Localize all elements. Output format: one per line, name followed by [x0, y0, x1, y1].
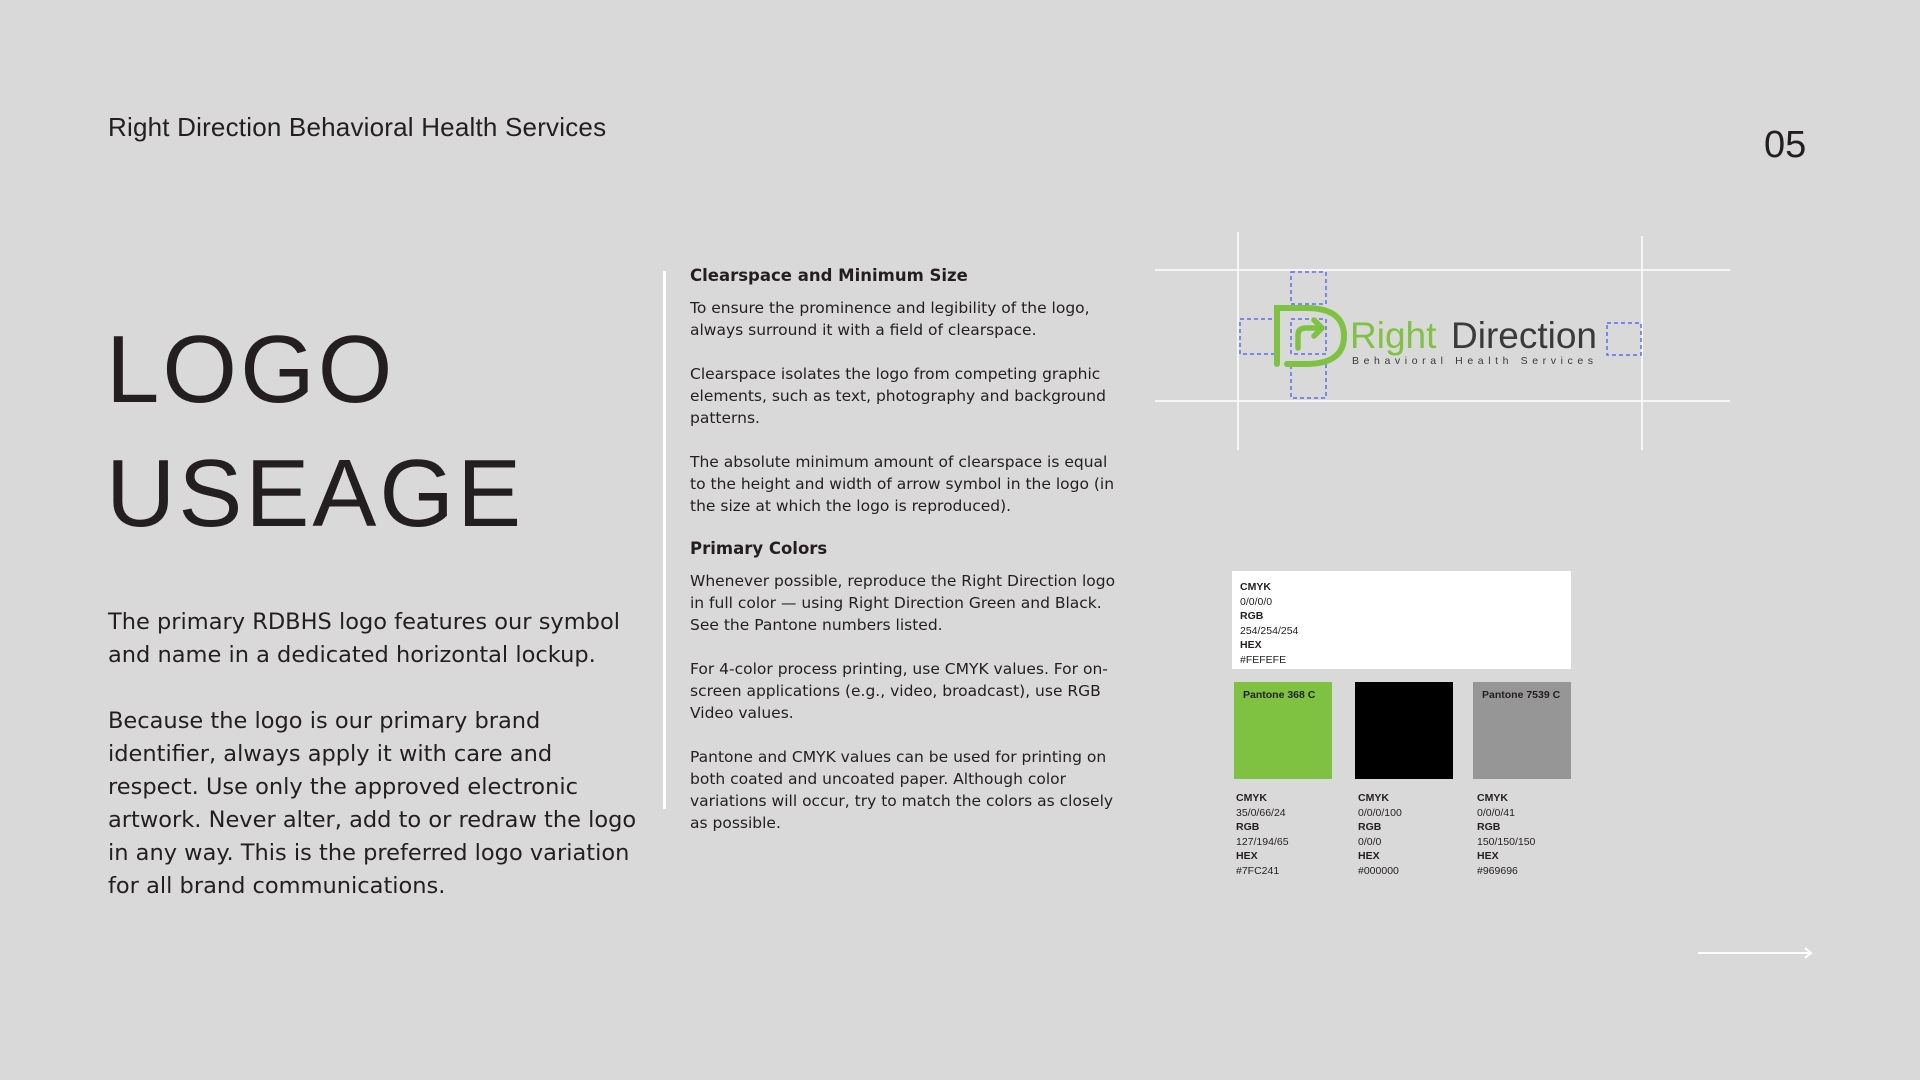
swatch-black-hex: #000000 [1358, 864, 1399, 877]
page-title-line2: USEAGE [106, 440, 525, 547]
primary-colors-paragraph-3: Pantone and CMYK values can be used for printing on both coated and uncoated paper. Although color variations will occur, try to match the colors as closely as possible. [690, 748, 1114, 832]
clearspace-heading: Clearspace and Minimum Size [690, 266, 968, 285]
brand-header-title: Right Direction Behavioral Health Services [108, 112, 607, 142]
guidelines-column [690, 266, 1120, 856]
swatch-gray-spec [1477, 791, 1535, 878]
intro-paragraph-2: Because the logo is our primary brand identifier, always apply it with care and respect. Use only the approved electronic artwork. Never alter, add to or redraw the logo in any way. This is the preferred logo variation for all brand communications. [108, 708, 637, 899]
swatch-gray-rgb: 150/150/150 [1477, 835, 1536, 848]
swatch-green-cmyk-label: CMYK [1236, 792, 1267, 804]
swatch-white-cmyk-label: CMYK [1240, 581, 1271, 593]
swatch-black-rgb: 0/0/0 [1358, 835, 1382, 848]
primary-colors-paragraph-2: For 4-color process printing, use CMYK values. For on-screen applications (e.g., video, broadcast), use RGB Video values. [690, 660, 1108, 722]
swatch-gray-cmyk-label: CMYK [1477, 792, 1508, 804]
swatch-gray-rgb-label: RGB [1477, 821, 1501, 833]
clearspace-paragraph-2: Clearspace isolates the logo from competing graphic elements, such as text, photography and background patterns. [690, 365, 1106, 427]
swatch-white-rgb-label: RGB [1240, 610, 1264, 622]
intro-text [108, 606, 638, 936]
swatch-green [1234, 682, 1332, 779]
swatch-gray [1473, 682, 1571, 779]
logo-tagline: Behavioral Health Services [1352, 355, 1598, 367]
primary-colors-paragraph-1: Whenever possible, reproduce the Right Direction logo in full color — using Right Direction Green and Black. See the Pantone numbers listed. [690, 572, 1116, 634]
swatch-gray-hex: #969696 [1477, 864, 1518, 877]
swatch-black-rgb-label: RGB [1358, 821, 1382, 833]
arrow-turn-icon [1298, 320, 1322, 348]
swatch-green-pantone: Pantone 368 C [1243, 689, 1316, 701]
swatch-green-hex-label: HEX [1236, 850, 1258, 862]
swatch-green-hex: #7FC241 [1236, 864, 1280, 877]
swatch-black-hex-label: HEX [1358, 850, 1380, 862]
swatch-black-cmyk-label: CMYK [1358, 792, 1389, 804]
page-title [106, 308, 524, 556]
swatch-gray-cmyk: 0/0/0/41 [1477, 806, 1515, 819]
logo-clearspace-diagram [1155, 232, 1730, 450]
swatch-green-rgb-label: RGB [1236, 821, 1260, 833]
swatch-white [1232, 571, 1571, 669]
arrow-right-icon[interactable] [1698, 946, 1814, 960]
swatch-green-cmyk: 35/0/66/24 [1236, 806, 1286, 819]
swatch-gray-hex-label: HEX [1477, 850, 1499, 862]
swatch-black [1355, 682, 1453, 779]
swatch-white-rgb: 254/254/254 [1240, 624, 1299, 637]
clearspace-paragraph-3: The absolute minimum amount of clearspace is equal to the height and width of arrow symbol in the logo (in the size at which the logo is reproduced). [690, 453, 1115, 515]
swatch-green-spec [1236, 791, 1289, 878]
logo-word-right: Right [1350, 315, 1437, 356]
clearspace-paragraph-1: To ensure the prominence and legibility of the logo, always surround it with a field of clearspace. [690, 299, 1090, 339]
swatch-green-rgb: 127/194/65 [1236, 835, 1289, 848]
swatch-white-hex: #FEFEFE [1240, 653, 1287, 666]
vertical-divider [663, 271, 666, 809]
swatch-white-cmyk: 0/0/0/0 [1240, 595, 1273, 608]
page-title-line1: LOGO [106, 316, 396, 423]
logo-symbol [1277, 308, 1344, 364]
logo-word-direction: Direction [1451, 315, 1597, 356]
page-number: 05 [1764, 124, 1807, 166]
clearspace-guide-lines [1155, 232, 1730, 450]
primary-colors-heading: Primary Colors [690, 539, 828, 558]
intro-paragraph-1: The primary RDBHS logo features our symbol and name in a dedicated horizontal lockup. [108, 609, 620, 668]
swatch-white-hex-label: HEX [1240, 639, 1262, 651]
swatch-gray-pantone: Pantone 7539 C [1482, 689, 1561, 701]
swatch-black-spec [1358, 791, 1402, 878]
swatch-black-cmyk: 0/0/0/100 [1358, 806, 1402, 819]
